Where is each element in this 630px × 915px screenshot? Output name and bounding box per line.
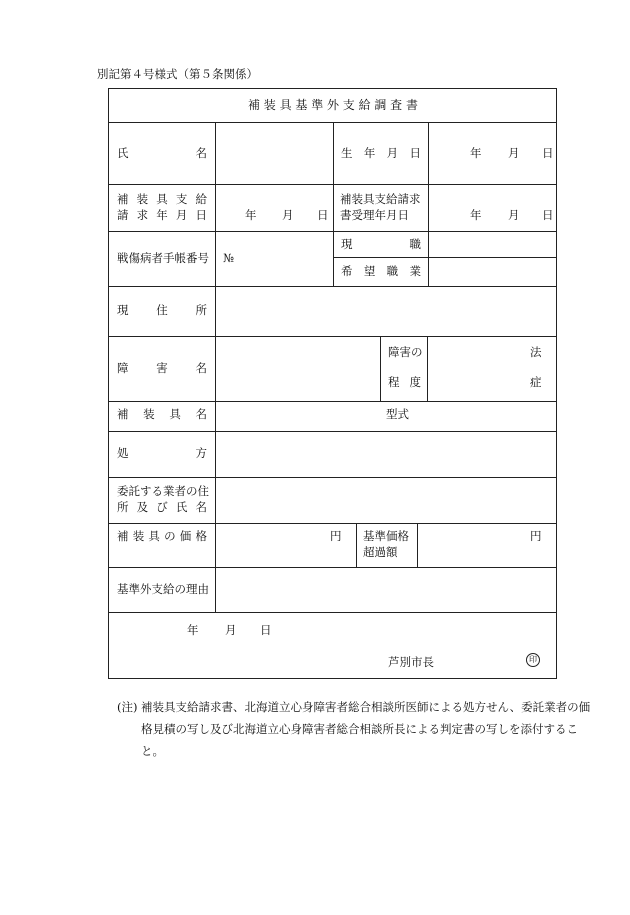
disability-name-label: 障 害 名 <box>117 361 207 375</box>
desired-job-label: 希 望 職 業 <box>341 264 421 278</box>
label-column-divider <box>215 122 216 612</box>
birth-date-label: 生 年 月 日 <box>341 146 421 160</box>
column-divider <box>427 336 428 401</box>
model-label: 型式 <box>386 407 409 421</box>
row-divider <box>109 286 556 287</box>
excess-amount-label-line1: 基準価格 <box>363 529 409 543</box>
receipt-month-unit: 月 <box>508 208 520 222</box>
birth-year-unit: 年 <box>470 146 482 160</box>
birth-day-unit: 日 <box>542 146 554 160</box>
handbook-number-label: 戦傷病者手帳番号 <box>117 251 209 265</box>
column-divider <box>417 523 418 567</box>
current-job-label: 現 職 <box>341 237 421 251</box>
reason-label: 基準外支給の理由 <box>117 582 209 596</box>
request-month-unit: 月 <box>282 208 294 222</box>
note-text: 補装具支給請求書、北海道立心身障害者総合相談所医師による処方せん、委託業者の価格見積の写し及び北海道立心身障害者総合相談所長による判定書の写しを添付すること。 <box>141 700 591 758</box>
receipt-year-unit: 年 <box>470 208 482 222</box>
address-label: 現 住 所 <box>117 303 207 317</box>
request-date-label-line2: 請 求 年 月 日 <box>117 208 207 222</box>
sign-year-unit: 年 <box>187 623 199 637</box>
row-divider <box>109 431 556 432</box>
disability-degree-label-line1: 障害の <box>388 345 423 359</box>
receipt-day-unit: 日 <box>542 208 554 222</box>
form-title: 補 装 具 基 準 外 支 給 調 査 書 <box>248 98 418 112</box>
prescription-label: 処 方 <box>117 446 207 460</box>
row-divider <box>109 567 556 568</box>
vendor-label-line1: 委 託 す る 業 者 の 住 <box>117 484 209 498</box>
request-year-unit: 年 <box>245 208 257 222</box>
degree-law-mark: 法 <box>530 345 542 359</box>
column-divider <box>333 122 334 286</box>
row-divider <box>109 523 556 524</box>
row-divider <box>109 336 556 337</box>
column-divider <box>428 122 429 286</box>
degree-symptom-mark: 症 <box>530 375 542 389</box>
device-name-label: 補 装 具 名 <box>117 407 207 421</box>
sign-month-unit: 月 <box>225 623 237 637</box>
birth-month-unit: 月 <box>508 146 520 160</box>
request-date-label-line1: 補 装 具 支 給 <box>117 192 207 206</box>
row-divider <box>333 257 556 258</box>
row-divider <box>109 477 556 478</box>
column-divider <box>380 336 381 401</box>
mayor-title: 芦別市長 <box>388 655 434 669</box>
seal-mark: 印 <box>526 653 540 667</box>
survey-form-table <box>108 88 557 679</box>
sign-day-unit: 日 <box>260 623 272 637</box>
number-mark: № <box>223 251 234 265</box>
column-divider <box>356 523 357 567</box>
disability-degree-label-line2: 程 度 <box>388 375 421 389</box>
vendor-label-line2: 所 及 び 氏 名 <box>117 500 207 514</box>
price-label: 補 装 具 の 価 格 <box>117 529 207 543</box>
row-divider <box>109 612 556 613</box>
form-designation: 別記第４号様式（第５条関係） <box>97 67 258 81</box>
price-yen-unit: 円 <box>330 529 342 543</box>
row-divider <box>109 401 556 402</box>
excess-yen-unit: 円 <box>530 529 542 543</box>
receipt-date-label-line2: 書受理年月日 <box>340 208 409 222</box>
request-day-unit: 日 <box>317 208 329 222</box>
note-label: (注) <box>117 700 138 714</box>
name-label: 氏 名 <box>117 146 207 160</box>
receipt-date-label-line1: 補装具支給請求 <box>340 192 421 206</box>
excess-amount-label-line2: 超過額 <box>363 545 398 559</box>
